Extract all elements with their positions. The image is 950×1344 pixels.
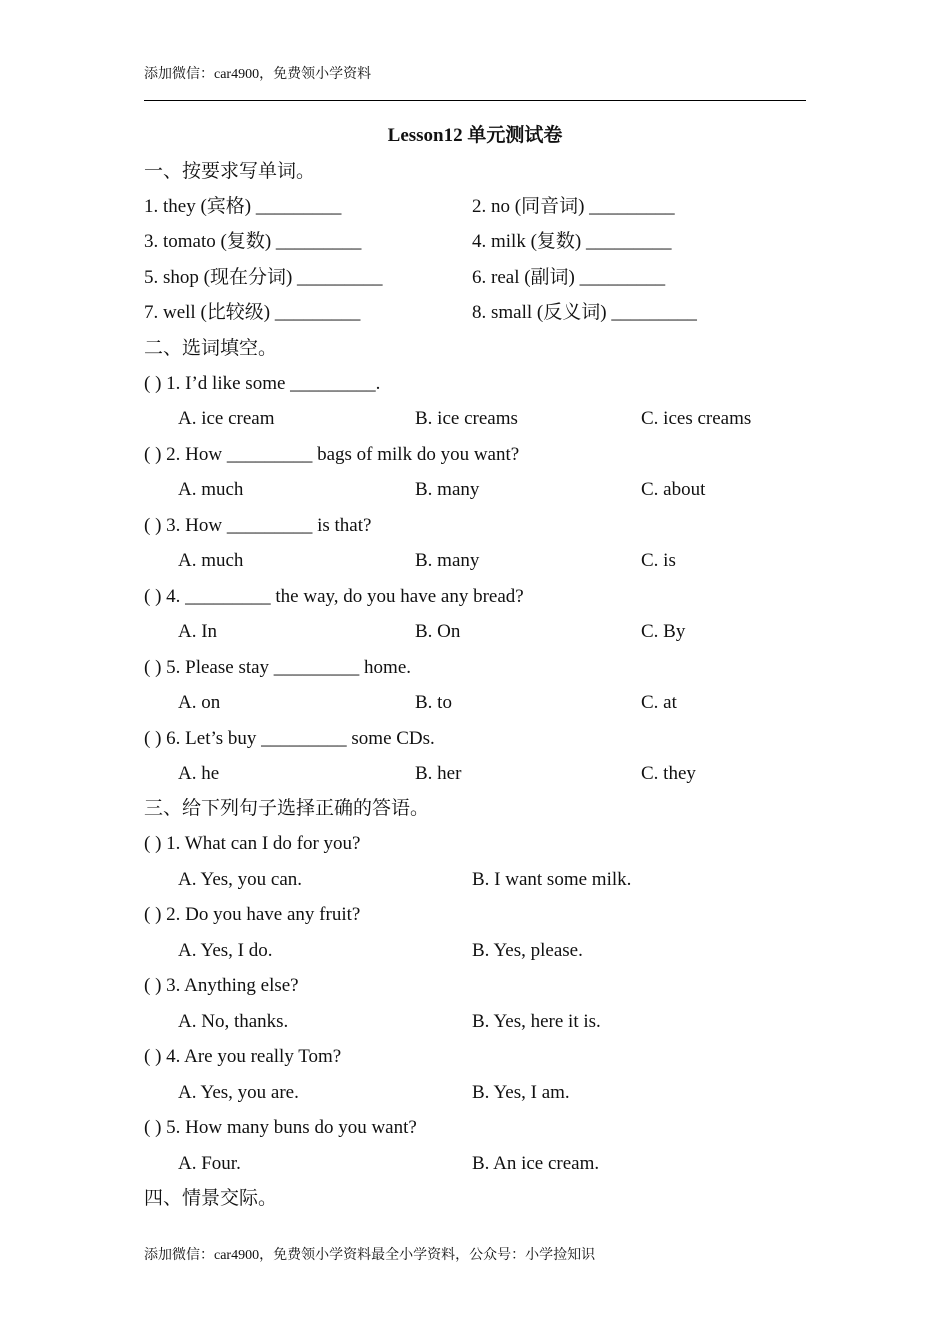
question-stem: ( ) 5. Please stay _________ home.: [144, 657, 412, 678]
option-b: B. many: [415, 479, 480, 500]
word-item: 4. milk (复数) _________: [472, 231, 672, 252]
page-title: Lesson12 单元测试卷: [387, 125, 563, 146]
option-c: C. they: [641, 763, 696, 784]
word-item: 8. small (反义词) _________: [472, 302, 697, 323]
word-item: 3. tomato (复数) _________: [144, 231, 362, 252]
option-a: A. In: [178, 621, 218, 642]
section-3-heading: 三、给下列句子选择正确的答语。: [144, 798, 430, 819]
option-a: A. Four.: [178, 1153, 241, 1174]
option-b: B. Yes, please.: [472, 940, 583, 961]
option-b: B. An ice cream.: [472, 1153, 600, 1174]
word-item: 2. no (同音词) _________: [472, 196, 675, 217]
header-divider: [144, 100, 806, 101]
option-a: A. ice cream: [178, 408, 275, 429]
option-b: B. her: [415, 763, 462, 784]
question-stem: ( ) 1. What can I do for you?: [144, 833, 361, 854]
question-stem: ( ) 2. Do you have any fruit?: [144, 904, 361, 925]
question-stem: ( ) 3. Anything else?: [144, 975, 299, 996]
page-header-text: 添加微信：car4900，免费领小学资料: [144, 67, 372, 82]
word-item: 6. real (副词) _________: [472, 267, 666, 288]
word-item: 1. they (宾格) _________: [144, 196, 342, 217]
question-stem: ( ) 6. Let’s buy _________ some CDs.: [144, 728, 435, 749]
page-footer-text: 添加微信：car4900，免费领小学资料最全小学资料，公众号：小学捡知识: [144, 1248, 596, 1263]
option-b: B. ice creams: [415, 408, 518, 429]
option-a: A. much: [178, 479, 244, 500]
option-b: B. many: [415, 550, 480, 571]
option-b: B. to: [415, 692, 452, 713]
word-item: 5. shop (现在分词) _________: [144, 267, 383, 288]
question-stem: ( ) 2. How _________ bags of milk do you want?: [144, 444, 520, 465]
option-c: C. about: [641, 479, 706, 500]
question-stem: ( ) 1. I’d like some _________.: [144, 373, 381, 394]
question-stem: ( ) 4. _________ the way, do you have any bread?: [144, 586, 524, 607]
option-b: B. On: [415, 621, 461, 642]
option-a: A. he: [178, 763, 220, 784]
section-1-heading: 一、按要求写单词。: [144, 161, 316, 182]
option-a: A. on: [178, 692, 221, 713]
word-item: 7. well (比较级) _________: [144, 302, 361, 323]
option-a: A. Yes, you are.: [178, 1082, 299, 1103]
option-b: B. Yes, I am.: [472, 1082, 570, 1103]
section-4-heading: 四、情景交际。: [144, 1188, 278, 1209]
option-c: C. By: [641, 621, 686, 642]
question-stem: ( ) 4. Are you really Tom?: [144, 1046, 342, 1067]
option-b: B. Yes, here it is.: [472, 1011, 601, 1032]
option-c: C. ices creams: [641, 408, 752, 429]
option-c: C. at: [641, 692, 677, 713]
section-2-heading: 二、选词填空。: [144, 338, 278, 359]
option-c: C. is: [641, 550, 676, 571]
question-stem: ( ) 5. How many buns do you want?: [144, 1117, 417, 1138]
option-b: B. I want some milk.: [472, 869, 632, 890]
option-a: A. Yes, you can.: [178, 869, 303, 890]
option-a: A. Yes, I do.: [178, 940, 273, 961]
option-a: A. much: [178, 550, 244, 571]
option-a: A. No, thanks.: [178, 1011, 289, 1032]
question-stem: ( ) 3. How _________ is that?: [144, 515, 372, 536]
